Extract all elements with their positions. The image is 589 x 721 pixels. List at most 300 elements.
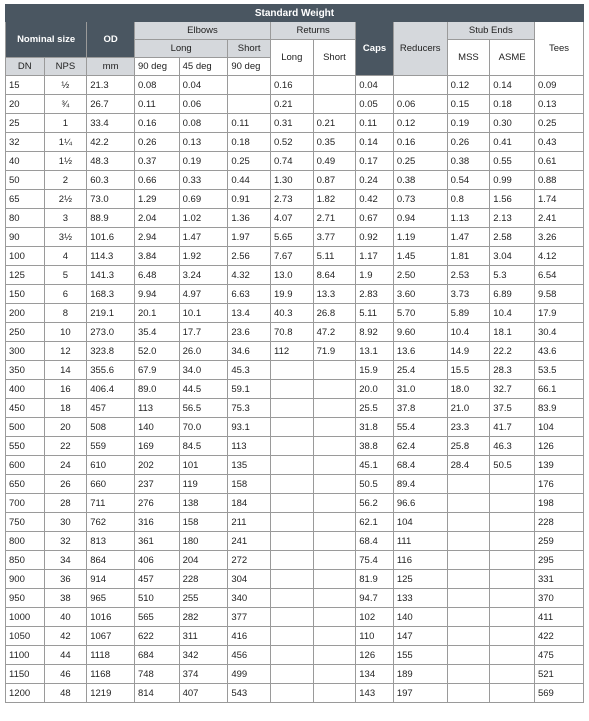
cell-return-long <box>270 589 313 608</box>
cell-stub-asme: 0.41 <box>490 133 535 152</box>
cell-caps: 25.5 <box>356 399 394 418</box>
cell-elbow-long-45: 56.5 <box>179 399 228 418</box>
stub-ends-header: Stub Ends <box>447 22 534 40</box>
cell-elbow-long-90: 0.37 <box>134 152 179 171</box>
cell-tees: 83.9 <box>534 399 583 418</box>
cell-caps: 31.8 <box>356 418 394 437</box>
cell-stub-mss: 23.3 <box>447 418 490 437</box>
cell-return-long <box>270 494 313 513</box>
cell-stub-mss: 0.8 <box>447 190 490 209</box>
table-row <box>6 608 584 627</box>
elbows-long-90-header: 90 deg <box>134 58 179 76</box>
cell-od-mm: 762 <box>87 513 135 532</box>
cell-stub-asme: 0.14 <box>490 76 535 95</box>
cell-elbow-long-90: 565 <box>134 608 179 627</box>
cell-elbow-long-90: 169 <box>134 437 179 456</box>
cell-elbow-long-90: 237 <box>134 475 179 494</box>
cell-elbow-long-90: 0.26 <box>134 133 179 152</box>
cell-reducers: 0.16 <box>393 133 447 152</box>
cell-stub-asme: 2.13 <box>490 209 535 228</box>
cell-tees: 0.13 <box>534 95 583 114</box>
cell-tees: 569 <box>534 684 583 703</box>
cell-reducers: 25.4 <box>393 361 447 380</box>
cell-return-short <box>313 551 356 570</box>
cell-stub-mss: 0.26 <box>447 133 490 152</box>
cell-caps: 5.11 <box>356 304 394 323</box>
cell-caps: 0.42 <box>356 190 394 209</box>
cell-od-mm: 273.0 <box>87 323 135 342</box>
cell-caps: 102 <box>356 608 394 627</box>
cell-stub-mss: 2.53 <box>447 266 490 285</box>
cell-od-mm: 355.6 <box>87 361 135 380</box>
cell-dn: 600 <box>6 456 45 475</box>
cell-elbow-short-90: 75.3 <box>228 399 271 418</box>
cell-return-long: 0.16 <box>270 76 313 95</box>
cell-return-short <box>313 399 356 418</box>
cell-elbow-short-90: 23.6 <box>228 323 271 342</box>
cell-stub-mss: 3.73 <box>447 285 490 304</box>
cell-od-mm: 21.3 <box>87 76 135 95</box>
cell-return-long: 40.3 <box>270 304 313 323</box>
cell-tees: 2.41 <box>534 209 583 228</box>
cell-nps: 48 <box>44 684 87 703</box>
cell-elbow-long-45: 0.19 <box>179 152 228 171</box>
cell-stub-asme <box>490 551 535 570</box>
cell-elbow-short-90: 2.56 <box>228 247 271 266</box>
cell-reducers: 1.45 <box>393 247 447 266</box>
cell-tees: 295 <box>534 551 583 570</box>
cell-elbow-long-90: 2.04 <box>134 209 179 228</box>
cell-elbow-short-90: 241 <box>228 532 271 551</box>
cell-reducers: 1.19 <box>393 228 447 247</box>
cell-od-mm: 323.8 <box>87 342 135 361</box>
cell-tees: 126 <box>534 437 583 456</box>
cell-elbow-long-90: 202 <box>134 456 179 475</box>
cell-elbow-long-90: 0.08 <box>134 76 179 95</box>
cell-stub-mss: 0.38 <box>447 152 490 171</box>
cell-caps: 0.17 <box>356 152 394 171</box>
cell-tees: 30.4 <box>534 323 583 342</box>
cell-elbow-long-90: 3.84 <box>134 247 179 266</box>
cell-nps: 12 <box>44 342 87 361</box>
cell-elbow-long-45: 204 <box>179 551 228 570</box>
cell-od-mm: 406.4 <box>87 380 135 399</box>
cell-dn: 20 <box>6 95 45 114</box>
cell-reducers: 0.94 <box>393 209 447 228</box>
table-row <box>6 304 584 323</box>
cell-return-short: 8.64 <box>313 266 356 285</box>
cell-tees: 4.12 <box>534 247 583 266</box>
cell-od-mm: 42.2 <box>87 133 135 152</box>
cell-elbow-short-90: 543 <box>228 684 271 703</box>
elbows-long-45-header: 45 deg <box>179 58 228 76</box>
table-row <box>6 76 584 95</box>
cell-elbow-long-45: 255 <box>179 589 228 608</box>
cell-reducers: 9.60 <box>393 323 447 342</box>
cell-nps: 16 <box>44 380 87 399</box>
table-row <box>6 95 584 114</box>
returns-header: Returns <box>270 22 355 40</box>
cell-return-short <box>313 589 356 608</box>
cell-nps: 38 <box>44 589 87 608</box>
cell-stub-asme: 0.18 <box>490 95 535 114</box>
returns-short-header: Short <box>313 40 356 76</box>
cell-elbow-long-90: 0.16 <box>134 114 179 133</box>
cell-caps: 2.83 <box>356 285 394 304</box>
cell-return-long <box>270 418 313 437</box>
cell-return-long <box>270 684 313 703</box>
cell-elbow-long-45: 119 <box>179 475 228 494</box>
cell-stub-asme: 6.89 <box>490 285 535 304</box>
cell-return-short <box>313 361 356 380</box>
cell-dn: 15 <box>6 76 45 95</box>
cell-elbow-short-90 <box>228 76 271 95</box>
cell-tees: 139 <box>534 456 583 475</box>
od-header: OD <box>87 22 135 58</box>
cell-return-long: 4.07 <box>270 209 313 228</box>
cell-return-short <box>313 418 356 437</box>
cell-elbow-long-90: 9.94 <box>134 285 179 304</box>
cell-dn: 950 <box>6 589 45 608</box>
table-row <box>6 570 584 589</box>
cell-elbow-long-45: 1.02 <box>179 209 228 228</box>
cell-elbow-short-90: 6.63 <box>228 285 271 304</box>
cell-caps: 134 <box>356 665 394 684</box>
cell-return-short: 1.82 <box>313 190 356 209</box>
cell-return-long: 13.0 <box>270 266 313 285</box>
cell-od-mm: 1067 <box>87 627 135 646</box>
cell-tees: 3.26 <box>534 228 583 247</box>
cell-tees: 43.6 <box>534 342 583 361</box>
cell-elbow-short-90: 340 <box>228 589 271 608</box>
cell-od-mm: 141.3 <box>87 266 135 285</box>
cell-tees: 411 <box>534 608 583 627</box>
cell-od-mm: 1118 <box>87 646 135 665</box>
cell-return-long <box>270 456 313 475</box>
cell-stub-mss: 10.4 <box>447 323 490 342</box>
cell-stub-mss: 1.81 <box>447 247 490 266</box>
cell-return-long: 5.65 <box>270 228 313 247</box>
cell-elbow-long-45: 1.47 <box>179 228 228 247</box>
cell-dn: 400 <box>6 380 45 399</box>
cell-return-short: 0.87 <box>313 171 356 190</box>
cell-reducers <box>393 76 447 95</box>
cell-return-long <box>270 551 313 570</box>
cell-stub-mss: 18.0 <box>447 380 490 399</box>
cell-stub-mss <box>447 646 490 665</box>
table-row <box>6 152 584 171</box>
cell-nps: 30 <box>44 513 87 532</box>
cell-dn: 850 <box>6 551 45 570</box>
cell-elbow-long-45: 70.0 <box>179 418 228 437</box>
cell-caps: 50.5 <box>356 475 394 494</box>
cell-nps: 26 <box>44 475 87 494</box>
table-row <box>6 380 584 399</box>
cell-elbow-long-45: 138 <box>179 494 228 513</box>
cell-stub-mss <box>447 684 490 703</box>
table-row <box>6 418 584 437</box>
cell-dn: 25 <box>6 114 45 133</box>
cell-return-long: 112 <box>270 342 313 361</box>
table-row <box>6 665 584 684</box>
cell-reducers: 2.50 <box>393 266 447 285</box>
cell-dn: 65 <box>6 190 45 209</box>
cell-stub-mss: 5.89 <box>447 304 490 323</box>
cell-reducers: 197 <box>393 684 447 703</box>
cell-tees: 66.1 <box>534 380 583 399</box>
cell-caps: 1.17 <box>356 247 394 266</box>
cell-stub-mss <box>447 532 490 551</box>
cell-elbow-short-90: 416 <box>228 627 271 646</box>
cell-elbow-short-90: 0.11 <box>228 114 271 133</box>
cell-elbow-long-45: 0.13 <box>179 133 228 152</box>
cell-stub-asme <box>490 570 535 589</box>
elbows-short-header: Short <box>228 40 271 58</box>
cell-elbow-long-90: 748 <box>134 665 179 684</box>
cell-elbow-short-90: 0.18 <box>228 133 271 152</box>
cell-reducers: 0.38 <box>393 171 447 190</box>
cell-return-long: 0.21 <box>270 95 313 114</box>
cell-stub-mss: 1.47 <box>447 228 490 247</box>
cell-caps: 15.9 <box>356 361 394 380</box>
cell-stub-asme <box>490 475 535 494</box>
cell-stub-mss <box>447 570 490 589</box>
cell-return-short: 5.11 <box>313 247 356 266</box>
cell-caps: 126 <box>356 646 394 665</box>
table-row <box>6 475 584 494</box>
cell-return-short: 3.77 <box>313 228 356 247</box>
cell-elbow-long-90: 6.48 <box>134 266 179 285</box>
cell-elbow-long-90: 316 <box>134 513 179 532</box>
cell-reducers: 104 <box>393 513 447 532</box>
cell-elbow-short-90: 4.32 <box>228 266 271 285</box>
cell-od-mm: 711 <box>87 494 135 513</box>
cell-nps: ½ <box>44 76 87 95</box>
cell-return-long: 0.74 <box>270 152 313 171</box>
cell-reducers: 189 <box>393 665 447 684</box>
cell-nps: 8 <box>44 304 87 323</box>
table-row <box>6 646 584 665</box>
cell-elbow-long-90: 622 <box>134 627 179 646</box>
cell-nps: 22 <box>44 437 87 456</box>
cell-return-long: 2.73 <box>270 190 313 209</box>
caps-header: Caps <box>356 22 394 76</box>
cell-tees: 9.58 <box>534 285 583 304</box>
cell-tees: 259 <box>534 532 583 551</box>
cell-tees: 331 <box>534 570 583 589</box>
nps-header: NPS <box>44 58 87 76</box>
cell-return-long <box>270 399 313 418</box>
cell-stub-asme <box>490 627 535 646</box>
cell-nps: 4 <box>44 247 87 266</box>
elbows-long-header: Long <box>134 40 227 58</box>
cell-elbow-long-45: 282 <box>179 608 228 627</box>
cell-return-long <box>270 513 313 532</box>
cell-stub-mss: 0.54 <box>447 171 490 190</box>
cell-return-short <box>313 494 356 513</box>
cell-caps: 143 <box>356 684 394 703</box>
cell-od-mm: 559 <box>87 437 135 456</box>
cell-stub-mss <box>447 665 490 684</box>
cell-nps: 3½ <box>44 228 87 247</box>
cell-elbow-short-90: 499 <box>228 665 271 684</box>
cell-elbow-short-90: 113 <box>228 437 271 456</box>
cell-dn: 750 <box>6 513 45 532</box>
cell-reducers: 13.6 <box>393 342 447 361</box>
cell-return-short <box>313 532 356 551</box>
cell-elbow-long-45: 4.97 <box>179 285 228 304</box>
cell-stub-mss <box>447 627 490 646</box>
cell-return-long: 19.9 <box>270 285 313 304</box>
cell-elbow-short-90: 1.97 <box>228 228 271 247</box>
cell-elbow-long-90: 140 <box>134 418 179 437</box>
cell-nps: 5 <box>44 266 87 285</box>
cell-elbow-short-90: 456 <box>228 646 271 665</box>
cell-return-short: 0.35 <box>313 133 356 152</box>
cell-stub-asme: 41.7 <box>490 418 535 437</box>
cell-reducers: 133 <box>393 589 447 608</box>
table-row <box>6 684 584 703</box>
cell-reducers: 31.0 <box>393 380 447 399</box>
cell-nps: 20 <box>44 418 87 437</box>
nominal-size-header: Nominal size <box>6 22 87 58</box>
tees-header: Tees <box>534 22 583 76</box>
cell-stub-mss <box>447 494 490 513</box>
cell-caps: 81.9 <box>356 570 394 589</box>
cell-caps: 68.4 <box>356 532 394 551</box>
cell-od-mm: 33.4 <box>87 114 135 133</box>
cell-elbow-long-90: 89.0 <box>134 380 179 399</box>
table-row <box>6 209 584 228</box>
cell-return-short <box>313 437 356 456</box>
cell-nps: 3 <box>44 209 87 228</box>
cell-od-mm: 1016 <box>87 608 135 627</box>
cell-stub-asme: 18.1 <box>490 323 535 342</box>
cell-elbow-short-90: 45.3 <box>228 361 271 380</box>
cell-caps: 0.11 <box>356 114 394 133</box>
cell-tees: 53.5 <box>534 361 583 380</box>
cell-stub-asme: 37.5 <box>490 399 535 418</box>
cell-return-long: 70.8 <box>270 323 313 342</box>
cell-elbow-long-45: 44.5 <box>179 380 228 399</box>
cell-caps: 110 <box>356 627 394 646</box>
cell-nps: 14 <box>44 361 87 380</box>
standard-weight-table-container <box>5 4 584 703</box>
cell-nps: 40 <box>44 608 87 627</box>
cell-stub-mss <box>447 551 490 570</box>
cell-return-short: 0.49 <box>313 152 356 171</box>
cell-od-mm: 219.1 <box>87 304 135 323</box>
table-row <box>6 133 584 152</box>
table-body <box>6 76 584 703</box>
cell-stub-asme: 10.4 <box>490 304 535 323</box>
cell-stub-asme: 28.3 <box>490 361 535 380</box>
cell-reducers: 68.4 <box>393 456 447 475</box>
cell-nps: 1 <box>44 114 87 133</box>
cell-caps: 0.05 <box>356 95 394 114</box>
cell-elbow-long-45: 10.1 <box>179 304 228 323</box>
cell-reducers: 89.4 <box>393 475 447 494</box>
cell-return-short <box>313 475 356 494</box>
cell-dn: 350 <box>6 361 45 380</box>
cell-elbow-long-90: 20.1 <box>134 304 179 323</box>
cell-stub-asme <box>490 646 535 665</box>
cell-caps: 62.1 <box>356 513 394 532</box>
cell-nps: 2½ <box>44 190 87 209</box>
cell-elbow-long-45: 374 <box>179 665 228 684</box>
cell-stub-asme: 0.30 <box>490 114 535 133</box>
cell-return-long <box>270 532 313 551</box>
cell-stub-mss <box>447 589 490 608</box>
cell-stub-asme: 22.2 <box>490 342 535 361</box>
cell-tees: 0.09 <box>534 76 583 95</box>
cell-elbow-long-45: 0.33 <box>179 171 228 190</box>
table-row <box>6 190 584 209</box>
cell-dn: 1200 <box>6 684 45 703</box>
cell-caps: 1.9 <box>356 266 394 285</box>
cell-nps: 28 <box>44 494 87 513</box>
cell-dn: 80 <box>6 209 45 228</box>
cell-dn: 125 <box>6 266 45 285</box>
cell-od-mm: 101.6 <box>87 228 135 247</box>
cell-tees: 17.9 <box>534 304 583 323</box>
cell-elbow-short-90: 13.4 <box>228 304 271 323</box>
cell-return-short: 0.21 <box>313 114 356 133</box>
cell-dn: 550 <box>6 437 45 456</box>
cell-elbow-long-45: 0.08 <box>179 114 228 133</box>
cell-return-long: 1.30 <box>270 171 313 190</box>
cell-tees: 0.88 <box>534 171 583 190</box>
cell-dn: 650 <box>6 475 45 494</box>
cell-od-mm: 914 <box>87 570 135 589</box>
cell-stub-asme: 32.7 <box>490 380 535 399</box>
table-row <box>6 171 584 190</box>
cell-caps: 94.7 <box>356 589 394 608</box>
cell-reducers: 5.70 <box>393 304 447 323</box>
table-row <box>6 399 584 418</box>
table-row <box>6 266 584 285</box>
cell-nps: 10 <box>44 323 87 342</box>
cell-stub-mss: 28.4 <box>447 456 490 475</box>
cell-return-short: 13.3 <box>313 285 356 304</box>
cell-stub-asme <box>490 494 535 513</box>
cell-elbow-long-45: 180 <box>179 532 228 551</box>
cell-caps: 0.14 <box>356 133 394 152</box>
cell-caps: 8.92 <box>356 323 394 342</box>
cell-elbow-long-45: 158 <box>179 513 228 532</box>
cell-dn: 100 <box>6 247 45 266</box>
dn-header: DN <box>6 58 45 76</box>
cell-tees: 521 <box>534 665 583 684</box>
cell-elbow-long-90: 684 <box>134 646 179 665</box>
cell-stub-mss <box>447 475 490 494</box>
cell-elbow-long-90: 2.94 <box>134 228 179 247</box>
cell-stub-asme: 3.04 <box>490 247 535 266</box>
cell-elbow-short-90: 135 <box>228 456 271 475</box>
cell-elbow-long-45: 3.24 <box>179 266 228 285</box>
cell-stub-asme <box>490 532 535 551</box>
cell-elbow-long-45: 101 <box>179 456 228 475</box>
cell-dn: 900 <box>6 570 45 589</box>
cell-reducers: 62.4 <box>393 437 447 456</box>
cell-return-long: 7.67 <box>270 247 313 266</box>
cell-reducers: 55.4 <box>393 418 447 437</box>
cell-dn: 1150 <box>6 665 45 684</box>
cell-od-mm: 48.3 <box>87 152 135 171</box>
cell-caps: 56.2 <box>356 494 394 513</box>
cell-stub-mss: 25.8 <box>447 437 490 456</box>
cell-dn: 250 <box>6 323 45 342</box>
